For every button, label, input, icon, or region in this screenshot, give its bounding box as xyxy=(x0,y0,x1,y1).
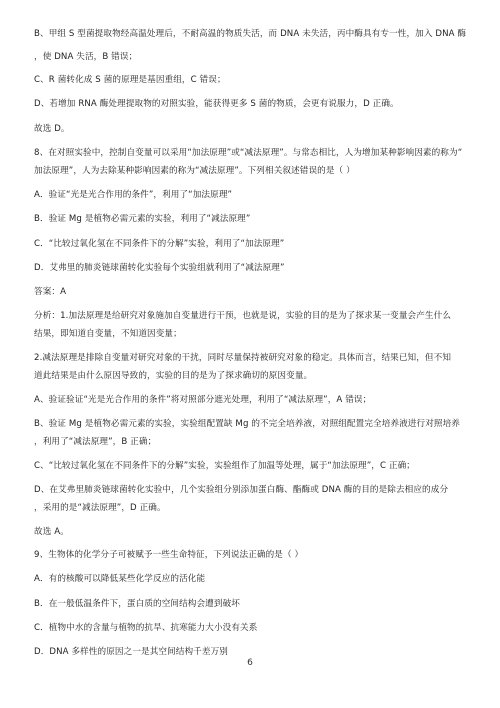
option-d: D．艾弗里的肺炎链球菌转化实验每个实验组就利用了“减法原理” xyxy=(34,263,285,273)
analysis-line: 道此结果是由什么原因导致的，实验的目的是为了探求确切的原因变量。 xyxy=(34,371,313,381)
text-line: 故选 D。 xyxy=(34,124,70,134)
option-b: B．验证 Mg 是植物必需元素的实验，利用了“减法原理” xyxy=(34,214,251,224)
option-c: C．“比较过氧化氢在不同条件下的分解”实验，利用了“加法原理” xyxy=(34,239,285,249)
text-line: B、甲组 S 型菌提取物经高温处理后，不耐高温的物质失活，而 DNA 未失活，丙中酶具有专一性，加入 DNA 酶 xyxy=(34,29,467,39)
analysis-line: 分析：1.加法原理是给研究对象施加自变量进行干预，也就是说，实验的目的是为了探求某一变量会产生什么 xyxy=(34,311,452,321)
text-line: C、R 菌转化成 S 菌的原理是基因重组，C 错误； xyxy=(34,75,226,85)
option-a: A．验证“光是光合作用的条件”，利用了“加法原理” xyxy=(34,190,233,200)
text-line: ，使 DNA 失活，B 错误； xyxy=(34,52,138,62)
final-answer: 故选 A。 xyxy=(34,527,69,537)
explanation-a: A、验证验证“光是光合作用的条件”将对照部分遮光处理，利用了“减法原理”，A 错误； xyxy=(34,395,372,405)
option-d: D．DNA 多样性的原因之一是其空间结构千差万别 xyxy=(34,647,228,657)
question-8-stem: 8、在对照实验中，控制自变量可以采用“加法原理”或“减法原理”。与常态相比，人为增加某种影响因素的称为“ xyxy=(34,148,463,158)
explanation-c: C、“比较过氧化氢在不同条件下的分解”实验，实验组作了加温等处理，属于“加法原理”，C 正确； xyxy=(34,461,415,471)
question-9-stem: 9、生物体的化学分子可被赋予一些生命特征，下列说法正确的是（ ） xyxy=(34,550,304,560)
analysis-line: 结果，即知道自变量，不知道因变量； xyxy=(34,329,182,339)
analysis-line: 2.减法原理是排除自变量对研究对象的干扰，同时尽量保持被研究对象的稳定。具体而言，结果已知，但不知 xyxy=(34,353,452,363)
explanation-b-cont: ，利用了“减法原理”，B 正确； xyxy=(34,437,157,447)
option-a: A．有的核酸可以降低某些化学反应的活化能 xyxy=(34,574,206,584)
page-number: 6 xyxy=(247,658,253,668)
option-b: B．在一般低温条件下，蛋白质的空间结构会遭到破坏 xyxy=(34,599,240,609)
text-line: D、若增加 RNA 酶处理提取物的对照实验，能获得更多 S 菌的物质，会更有说服力，D 正确。 xyxy=(34,99,399,109)
answer-label: 答案：A xyxy=(34,287,67,297)
question-8-stem-cont: 加法原理”，人为去除某种影响因素的称为“减法原理”。下列相关叙述错误的是（ ） xyxy=(34,166,355,176)
explanation-d: D、在艾弗里肺炎链球菌转化实验中，几个实验组分别添加蛋白酶、酯酶或 DNA 酶的目的是除去相应的成分 xyxy=(34,485,449,495)
option-c: C．植物中水的含量与植物的抗旱、抗寒能力大小没有关系 xyxy=(34,623,258,633)
explanation-d-cont: ，采用的是“减法原理”，D 正确。 xyxy=(34,503,166,513)
explanation-b: B、验证 Mg 是植物必需元素的实验，实验组配置缺 Mg 的不完全培养液，对照组配置完全培养液进行对照培养 xyxy=(34,419,460,429)
